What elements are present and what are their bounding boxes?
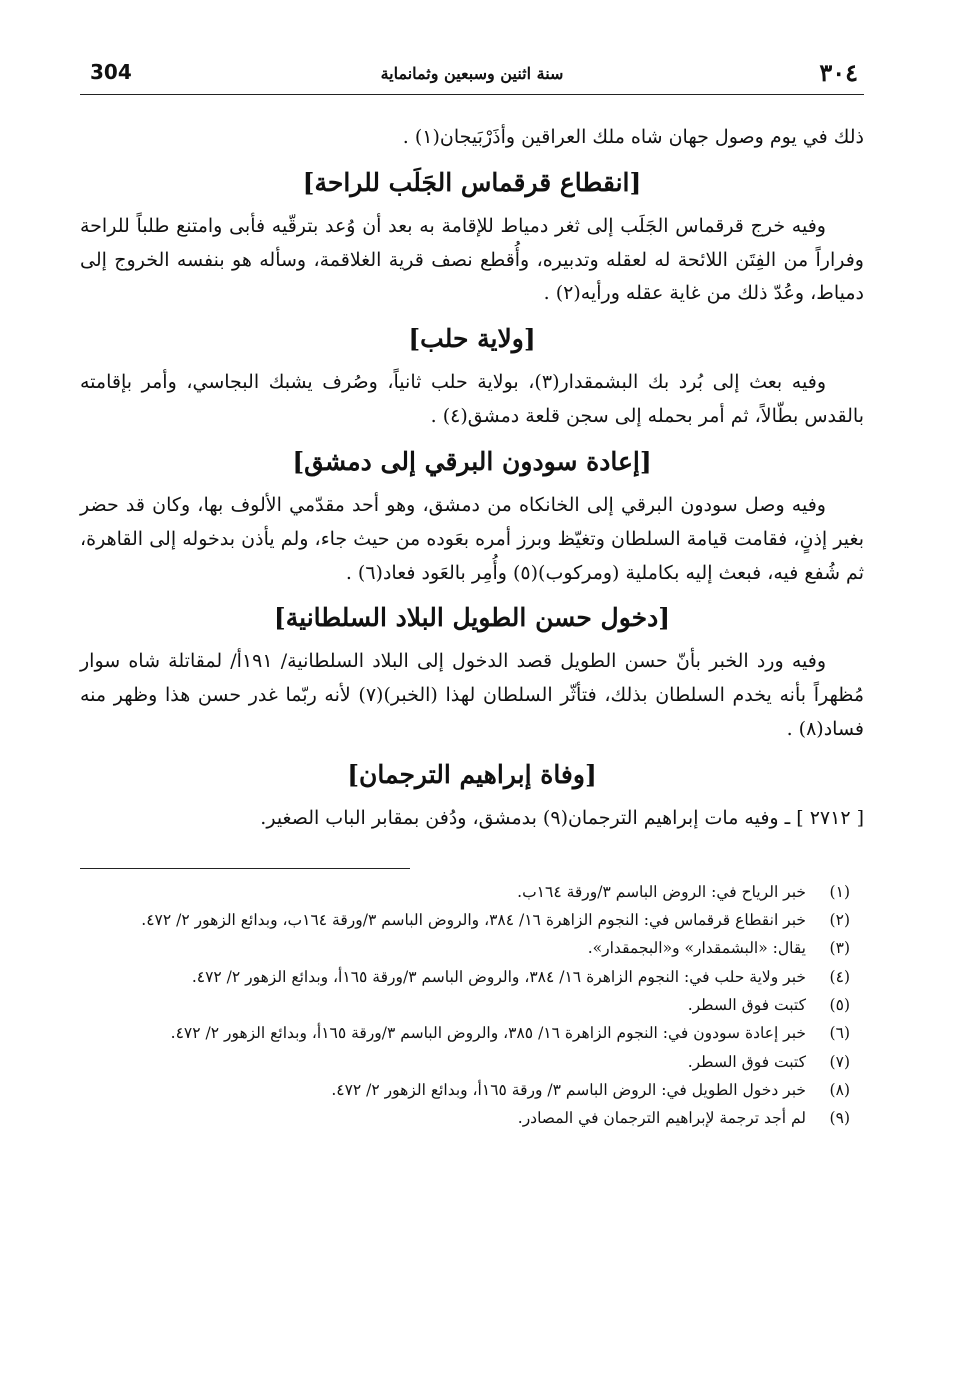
footnote: [80, 935, 864, 961]
footnote-text: خبر ولاية حلب في: النجوم الزاهرة ١٦/ ٣٨٤، والروض الباسم ٣/ورقة ١٦٥أ، وبدائع الزهور ٢/ ٤٧٢.: [191, 967, 806, 986]
section-paragraph: وفيه وصل سودون البرقي إلى الخانكاه من دمشق، وهو أحد مقدّمي الألوف بها، وكان قد حضر بغير إذنٍ، فقامت قيامة السلطان وتغيّظ وبرز أمره بعَوده من حيث جاء، ولم يأذن بدخوله إلى القاهرة، ثم شُفع فيه، فبعث إليه بكاملية (ومركوب)(٥) وأُمِر بالعَود فعاد(٦) .: [80, 493, 864, 584]
footnote-number: (٢): [829, 910, 850, 929]
footnote-text: كتبت فوق السطر.: [687, 995, 806, 1014]
running-header: [80, 58, 864, 95]
footnote-number: (٤): [829, 967, 850, 986]
page-number-latin: 304: [90, 60, 132, 84]
footnote: [80, 1020, 864, 1046]
page-number-arabic: ٣٠٤: [819, 58, 858, 87]
book-page: [80, 58, 864, 1348]
footnote-number: (٥): [829, 995, 850, 1014]
footnote-number: (٧): [829, 1052, 850, 1071]
footnote-number: (١): [829, 882, 850, 901]
footnote: [80, 964, 864, 990]
footnote: [80, 1049, 864, 1075]
section-heading: [ولاية حلب]: [408, 324, 536, 354]
running-title: سنة اثنين وسبعين وثمانماية: [380, 64, 564, 83]
section-paragraph: وفيه ورد الخبر بأنّ حسن الطويل قصد الدخول إلى البلاد السلطانية/ ١٩١أ/ لمقاتلة شاه سوار مُظهراً بأنه يخدم السلطان بذلك، فتأثّر السلطان لهذا (الخبر)(٧) لأنه ربّما غدر حسن هذا وظهر منه فساد(٨) .: [80, 650, 864, 740]
footnote-text: خبر دخول الطويل في: الروض الباسم ٣/ ورقة ١٦٥أ، وبدائع الزهور ٢/ ٤٧٢.: [331, 1080, 806, 1099]
section-heading: [إعادة سودون البرقي إلى دمشق]: [292, 446, 652, 476]
footnote: [80, 1105, 864, 1131]
intro-paragraph: ذلك في يوم وصول جهان شاه ملك العراقين وأذَرْبَيجان(١) .: [402, 126, 864, 148]
footnote: [80, 992, 864, 1018]
footnote: [80, 879, 864, 905]
footnote-text: خبر الرياح في: الروض الباسم ٣/ورقة ١٦٤ب.: [517, 882, 806, 901]
section-paragraph: وفيه بعث إلى بُرد بك البشمقدار(٣)، بولاية حلب ثانياً، وصُرف يشبك البجاسي، وأمر بإقامته بالقدس بطّالاً، ثم أمر بحمله إلى سجن قلعة دمشق(٤) .: [80, 371, 864, 428]
footnote-number: (٦): [829, 1024, 850, 1043]
footnote: [80, 907, 864, 933]
section-heading: [وفاة إبراهيم الترجمان]: [347, 759, 597, 789]
footnotes: [80, 879, 864, 1132]
footnote-text: كتبت فوق السطر.: [687, 1052, 806, 1071]
footnotes-divider: [80, 868, 410, 869]
footnote-number: (٩): [829, 1109, 850, 1128]
footnote-number: (٨): [829, 1080, 850, 1099]
footnote-text: لم أجد ترجمة لإبراهيم الترجمان في المصادر.: [517, 1109, 806, 1128]
footnote-number: (٣): [829, 939, 850, 958]
section-heading: [انقطاع قرقماس الجَلَب للراحة]: [302, 167, 642, 197]
section-paragraph: وفيه خرج قرقماس الجَلَب إلى ثغر دمياط للإقامة به بعد أن وُعد بترقّيه فأبى وامتنع طلباً للراحة وفراراً من الفِتَن اللائحة له لعقله وتدبيره، وأُقطع نصف قرية الغلاقمة، وسأله هو بنفسه الخروج إلى دمياط، وعُدّ ذلك من غاية عقله ورأيه(٢) .: [80, 214, 864, 305]
footnote-text: يقال: «البشمقدار» و«البجمقدار».: [587, 939, 806, 958]
footnote-text: خبر إعادة سودون في: النجوم الزاهرة ١٦/ ٣٨٥، والروض الباسم ٣/ورقة ١٦٥أ، وبدائع الزهور ٢/ ٤٧٢.: [170, 1024, 806, 1043]
main-text: [80, 121, 864, 836]
footnote-text: خبر انقطاع قرقماس في: النجوم الزاهرة ١٦/ ٣٨٤، والروض الباسم ٣/ورقة ١٦٤ب، وبدائع الزهور ٢/ ٤٧٢.: [141, 910, 806, 929]
footnote: [80, 1077, 864, 1103]
biography-entry: [ ٢٧١٢ ] ـ وفيه مات إبراهيم الترجمان(٩) بدمشق، ودُفن بمقابر الباب الصغير.: [260, 806, 864, 829]
section-heading: [دخول حسن الطويل البلاد السلطانية]: [273, 603, 671, 633]
